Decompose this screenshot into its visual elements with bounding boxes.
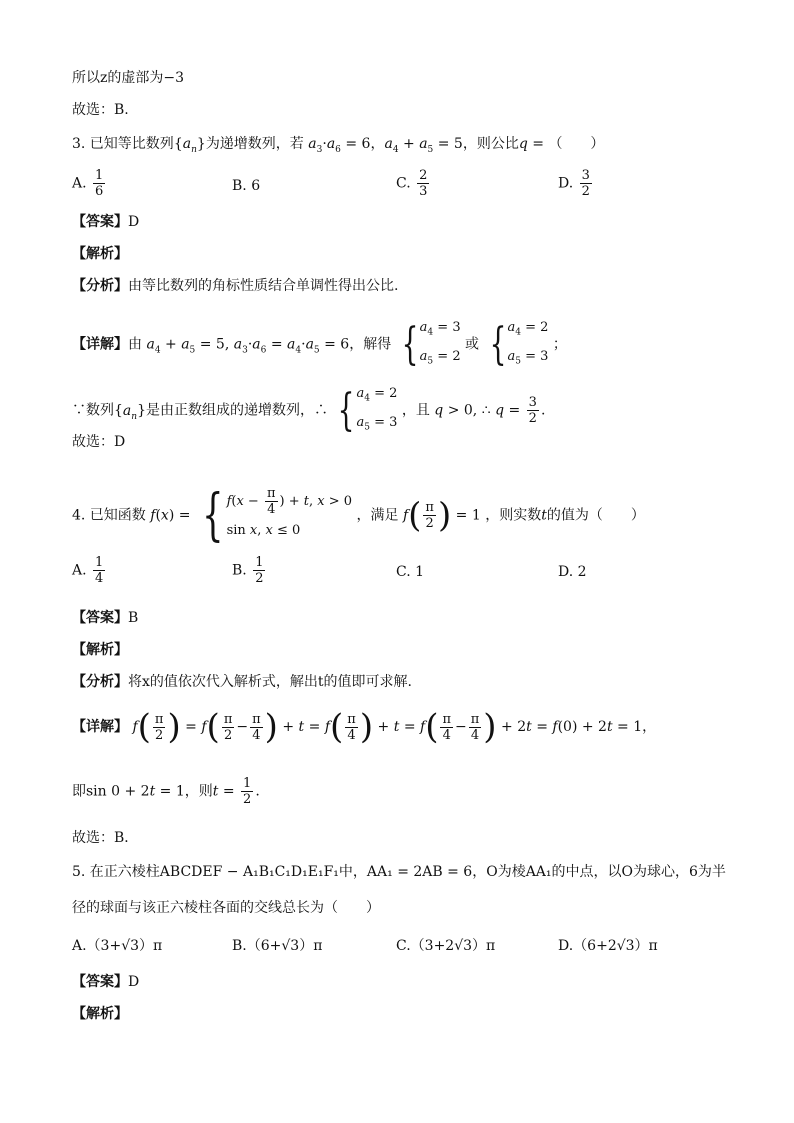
option-d: D.（6+2√3）π — [558, 938, 658, 954]
fenxi-line: 【分析】由等比数列的角标性质结合单调性得出公比. — [72, 278, 399, 294]
option-b: B. $\frac{1}{2}$ — [232, 555, 264, 586]
ji-line: 即sin 0 + 2t = 1，则t = $\frac{1}{2}$ . — [72, 776, 260, 807]
option-a: A.（3+√3）π — [72, 938, 163, 954]
question-4-stem: 4. 已知函数 f(x) = { f(x − $\frac{\pi}{4}$ ) + t, x > 0 sin x, x ≤ 0 ，满足 f( $\frac{\pi}{2}$ ) = 1 ，则实数t的值为（ ） — [72, 482, 645, 548]
option-c: C. 1 — [396, 564, 425, 580]
answer-line: 【答案】D — [72, 974, 140, 990]
answer-line: 【答案】D — [72, 214, 140, 230]
detail-line: 【详解】 f( $\frac{\pi}{2}$ ) = f( $\frac{\pi}{2}$ − $\frac{\pi}{4}$ ) + t = f( $\frac{\pi}{4}$ ) + t = f( $\frac{\pi}{4}$ − $\frac{\pi}{4}$ ) + 2t = f(0) + 2t = 1， — [72, 707, 657, 747]
option-c: C. $\frac{2}{3}$ — [396, 168, 428, 199]
option-b: B. 6 — [232, 178, 261, 194]
analysis-heading: 【解析】 — [72, 1006, 128, 1022]
analysis-heading: 【解析】 — [72, 246, 128, 262]
option-d: D. $\frac{3}{2}$ — [558, 168, 590, 199]
choose-line: 故选：D — [72, 434, 126, 450]
text-line: 所以z的虚部为−3 — [72, 70, 185, 86]
detail-line: 【详解】由 $a_4 + a_5 = 5$, $a_3\cdot a_6 = a_4\cdot a_5 = 6$，解得 { $a_4 = 3$ $a_5 = 2$ 或 { $a_4 = 2$ $a_5 = 3$ ； — [72, 318, 567, 370]
option-d: D. 2 — [558, 564, 587, 580]
question-3-stem: 3. 已知等比数列$\{a_n\}$为递增数列，若 $a_3\cdot a_6 = 6$，$a_4 + a_5 = 5$，则公比q = （ ） — [72, 136, 605, 155]
answer-line: 【答案】B — [72, 610, 139, 626]
option-a: A. $\frac{1}{6}$ — [72, 168, 104, 199]
option-a: A. $\frac{1}{4}$ — [72, 555, 104, 586]
choose-line: 故选：B． — [72, 830, 139, 846]
fenxi-line: 【分析】将x的值依次代入解析式，解出t的值即可求解. — [72, 674, 412, 690]
analysis-heading: 【解析】 — [72, 642, 128, 658]
question-5-stem-cont: 径的球面与该正六棱柱各面的交线总长为（ ） — [72, 900, 380, 916]
because-line: ∵数列$\{a_n\}$是由正数组成的递增数列，∴ { $a_4 = 2$ $a_5 = 3$ ，且 q > 0, ∴ q = $\frac{3}{2}$ . — [72, 384, 546, 436]
option-c: C.（3+2√3）π — [396, 938, 496, 954]
question-5-stem: 5. 在正六棱柱ABCDEF − A₁B₁C₁D₁E₁F₁中，AA₁ = 2AB = 6，O为棱AA₁的中点，以O为球心，6为半 — [72, 864, 726, 880]
option-b: B.（6+√3）π — [232, 938, 323, 954]
text-line: 故选：B. — [72, 102, 129, 118]
